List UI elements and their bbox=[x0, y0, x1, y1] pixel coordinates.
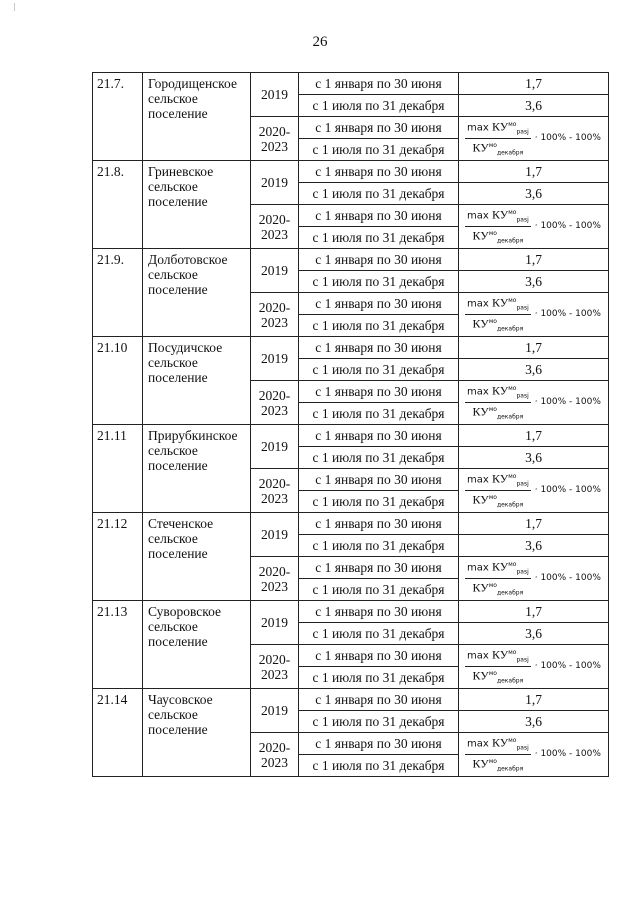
formula-cell bbox=[459, 293, 609, 337]
formula-cell bbox=[459, 117, 609, 161]
period-cell: с 1 июля по 31 декабря bbox=[299, 183, 459, 205]
value-cell: 1,7 bbox=[459, 249, 609, 271]
period-cell: с 1 января по 30 июня bbox=[299, 425, 459, 447]
row-number: 21.13 bbox=[93, 601, 143, 689]
year-range-cell: 2020- 2023 bbox=[251, 205, 299, 249]
year-range-cell: 2020- 2023 bbox=[251, 293, 299, 337]
table-row bbox=[93, 513, 609, 535]
formula: $\frac{\max КУ^{мо}_{pasj}}{КУ^{мо}_{декабря}}$ · 100% - 100% bbox=[467, 295, 601, 333]
year-range-cell: 2020- 2023 bbox=[251, 117, 299, 161]
period-cell: с 1 января по 30 июня bbox=[299, 513, 459, 535]
table-row bbox=[93, 601, 609, 623]
value-cell: 3,6 bbox=[459, 447, 609, 469]
value-cell: 1,7 bbox=[459, 601, 609, 623]
year-cell: 2019 bbox=[251, 425, 299, 469]
row-number: 21.11 bbox=[93, 425, 143, 513]
period-cell: с 1 июля по 31 декабря bbox=[299, 667, 459, 689]
tariff-table bbox=[92, 72, 609, 777]
value-cell: 3,6 bbox=[459, 271, 609, 293]
row-number: 21.12 bbox=[93, 513, 143, 601]
formula-cell bbox=[459, 469, 609, 513]
period-cell: с 1 июля по 31 декабря bbox=[299, 227, 459, 249]
table-row bbox=[93, 425, 609, 447]
formula: $\frac{\max КУ^{мо}_{pasj}}{КУ^{мо}_{декабря}}$ · 100% - 100% bbox=[467, 471, 601, 509]
settlement-name: Гриневское сельское поселение bbox=[143, 161, 251, 249]
year-cell: 2019 bbox=[251, 161, 299, 205]
settlement-name: Городищенское сельское поселение bbox=[143, 73, 251, 161]
year-cell: 2019 bbox=[251, 601, 299, 645]
settlement-name: Долботовское сельское поселение bbox=[143, 249, 251, 337]
formula-cell bbox=[459, 557, 609, 601]
value-cell: 3,6 bbox=[459, 95, 609, 117]
formula-cell bbox=[459, 645, 609, 689]
period-cell: с 1 июля по 31 декабря bbox=[299, 403, 459, 425]
period-cell: с 1 июля по 31 декабря bbox=[299, 139, 459, 161]
row-number: 21.14 bbox=[93, 689, 143, 777]
period-cell: с 1 июля по 31 декабря bbox=[299, 315, 459, 337]
value-cell: 3,6 bbox=[459, 535, 609, 557]
period-cell: с 1 января по 30 июня bbox=[299, 205, 459, 227]
formula: $\frac{\max КУ^{мо}_{pasj}}{КУ^{мо}_{декабря}}$ · 100% - 100% bbox=[467, 647, 601, 685]
period-cell: с 1 июля по 31 декабря bbox=[299, 755, 459, 777]
period-cell: с 1 января по 30 июня bbox=[299, 733, 459, 755]
year-cell: 2019 bbox=[251, 73, 299, 117]
period-cell: с 1 июля по 31 декабря bbox=[299, 271, 459, 293]
row-number: 21.7. bbox=[93, 73, 143, 161]
period-cell: с 1 января по 30 июня bbox=[299, 469, 459, 491]
formula: $\frac{\max КУ^{мо}_{pasj}}{КУ^{мо}_{декабря}}$ · 100% - 100% bbox=[467, 119, 601, 157]
period-cell: с 1 июля по 31 декабря bbox=[299, 711, 459, 733]
value-cell: 3,6 bbox=[459, 359, 609, 381]
value-cell: 1,7 bbox=[459, 337, 609, 359]
period-cell: с 1 июля по 31 декабря bbox=[299, 359, 459, 381]
row-number: 21.9. bbox=[93, 249, 143, 337]
table-row bbox=[93, 161, 609, 183]
year-cell: 2019 bbox=[251, 249, 299, 293]
value-cell: 3,6 bbox=[459, 623, 609, 645]
formula: $\frac{\max КУ^{мо}_{pasj}}{КУ^{мо}_{декабря}}$ · 100% - 100% bbox=[467, 207, 601, 245]
year-range-cell: 2020- 2023 bbox=[251, 469, 299, 513]
period-cell: с 1 января по 30 июня bbox=[299, 161, 459, 183]
period-cell: с 1 января по 30 июня bbox=[299, 645, 459, 667]
table-row bbox=[93, 249, 609, 271]
period-cell: с 1 июля по 31 декабря bbox=[299, 579, 459, 601]
formula-cell bbox=[459, 205, 609, 249]
period-cell: с 1 января по 30 июня bbox=[299, 689, 459, 711]
table-row bbox=[93, 689, 609, 711]
row-number: 21.10 bbox=[93, 337, 143, 425]
table-row bbox=[93, 337, 609, 359]
year-cell: 2019 bbox=[251, 513, 299, 557]
corner-mark: | bbox=[14, 2, 16, 11]
period-cell: с 1 июля по 31 декабря bbox=[299, 623, 459, 645]
formula-cell bbox=[459, 733, 609, 777]
formula-cell bbox=[459, 381, 609, 425]
formula: $\frac{\max КУ^{мо}_{pasj}}{КУ^{мо}_{декабря}}$ · 100% - 100% bbox=[467, 383, 601, 421]
table-row bbox=[93, 73, 609, 95]
value-cell: 3,6 bbox=[459, 711, 609, 733]
formula: $\frac{\max КУ^{мо}_{pasj}}{КУ^{мо}_{декабря}}$ · 100% - 100% bbox=[467, 559, 601, 597]
value-cell: 1,7 bbox=[459, 161, 609, 183]
settlement-name: Посудичское сельское поселение bbox=[143, 337, 251, 425]
period-cell: с 1 января по 30 июня bbox=[299, 293, 459, 315]
period-cell: с 1 января по 30 июня bbox=[299, 73, 459, 95]
period-cell: с 1 июля по 31 декабря bbox=[299, 95, 459, 117]
year-cell: 2019 bbox=[251, 689, 299, 733]
period-cell: с 1 января по 30 июня bbox=[299, 601, 459, 623]
year-range-cell: 2020- 2023 bbox=[251, 557, 299, 601]
settlement-name: Чаусовское сельское поселение bbox=[143, 689, 251, 777]
period-cell: с 1 января по 30 июня bbox=[299, 337, 459, 359]
value-cell: 1,7 bbox=[459, 689, 609, 711]
formula: $\frac{\max КУ^{мо}_{pasj}}{КУ^{мо}_{декабря}}$ · 100% - 100% bbox=[467, 735, 601, 773]
value-cell: 1,7 bbox=[459, 513, 609, 535]
period-cell: с 1 января по 30 июня bbox=[299, 117, 459, 139]
settlement-name: Стеченское сельское поселение bbox=[143, 513, 251, 601]
year-range-cell: 2020- 2023 bbox=[251, 733, 299, 777]
value-cell: 1,7 bbox=[459, 73, 609, 95]
period-cell: с 1 января по 30 июня bbox=[299, 249, 459, 271]
settlement-name: Суворовское сельское поселение bbox=[143, 601, 251, 689]
value-cell: 1,7 bbox=[459, 425, 609, 447]
row-number: 21.8. bbox=[93, 161, 143, 249]
period-cell: с 1 января по 30 июня bbox=[299, 557, 459, 579]
value-cell: 3,6 bbox=[459, 183, 609, 205]
page-number: 26 bbox=[312, 34, 328, 50]
year-range-cell: 2020- 2023 bbox=[251, 645, 299, 689]
year-range-cell: 2020- 2023 bbox=[251, 381, 299, 425]
period-cell: с 1 июля по 31 декабря bbox=[299, 535, 459, 557]
year-cell: 2019 bbox=[251, 337, 299, 381]
period-cell: с 1 июля по 31 декабря bbox=[299, 447, 459, 469]
period-cell: с 1 января по 30 июня bbox=[299, 381, 459, 403]
period-cell: с 1 июля по 31 декабря bbox=[299, 491, 459, 513]
settlement-name: Прирубкинское сельское поселение bbox=[143, 425, 251, 513]
